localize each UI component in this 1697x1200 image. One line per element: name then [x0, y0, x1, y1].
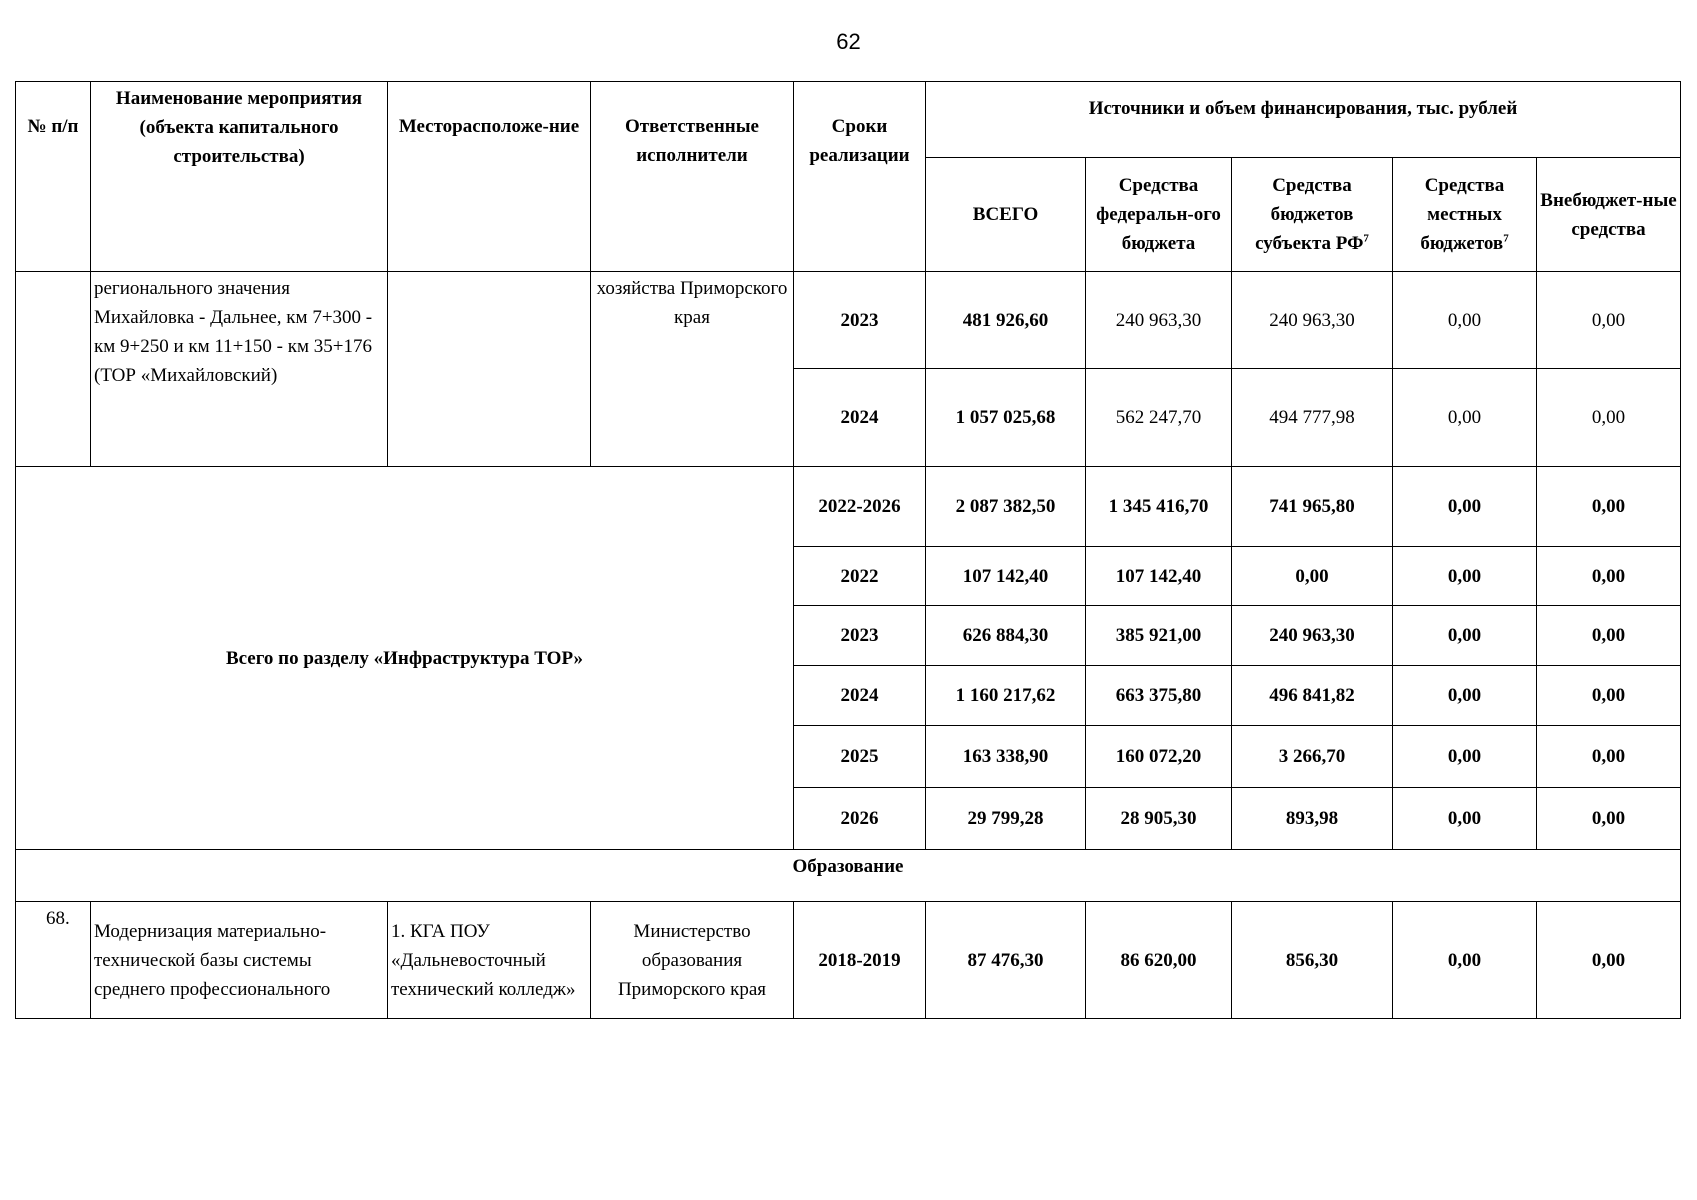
local-cell: 0,00	[1393, 788, 1537, 850]
total-cell: 107 142,40	[926, 547, 1086, 606]
header-location: Месторасположе-ние	[388, 82, 591, 272]
subject-cell: 240 963,30	[1232, 606, 1393, 666]
total-cell: 2 087 382,50	[926, 467, 1086, 547]
federal-cell: 562 247,70	[1086, 369, 1232, 467]
row-executors: Министерство образования Приморского края	[591, 902, 794, 1019]
subject-cell: 741 965,80	[1232, 467, 1393, 547]
header-executors: Ответственные исполнители	[591, 82, 794, 272]
header-funding-group: Источники и объем финансирования, тыс. рублей	[926, 82, 1681, 158]
year-cell: 2022	[794, 547, 926, 606]
header-subject	[1232, 158, 1393, 272]
federal-cell: 1 345 416,70	[1086, 467, 1232, 547]
header-num: № п/п	[16, 82, 91, 272]
section-total-label: Всего по разделу «Инфраструктура ТОР»	[16, 467, 794, 850]
extra-cell: 0,00	[1537, 369, 1681, 467]
extra-cell: 0,00	[1537, 666, 1681, 726]
header-subject-text: Средства бюджетов субъекта РФ	[1255, 175, 1364, 254]
header-federal: Средства федеральн-ого бюджета	[1086, 158, 1232, 272]
total-cell: 87 476,30	[926, 902, 1086, 1019]
header-local	[1393, 158, 1537, 272]
federal-cell: 107 142,40	[1086, 547, 1232, 606]
header-name: Наименование мероприятия (объекта капитального строительства)	[91, 82, 388, 272]
year-cell: 2023	[794, 272, 926, 369]
year-cell: 2022-2026	[794, 467, 926, 547]
extra-cell: 0,00	[1537, 547, 1681, 606]
row-name: Модернизация материально-технической базы системы среднего профессионального	[91, 902, 388, 1019]
local-cell: 0,00	[1393, 547, 1537, 606]
continuation-location	[388, 272, 591, 467]
year-cell: 2026	[794, 788, 926, 850]
federal-cell: 160 072,20	[1086, 726, 1232, 788]
year-cell: 2018-2019	[794, 902, 926, 1019]
local-cell: 0,00	[1393, 606, 1537, 666]
total-cell: 481 926,60	[926, 272, 1086, 369]
total-cell: 1 057 025,68	[926, 369, 1086, 467]
continuation-num	[16, 272, 91, 467]
total-cell: 626 884,30	[926, 606, 1086, 666]
row-num: 68.	[16, 902, 91, 1019]
continuation-executors: хозяйства Приморского края	[591, 272, 794, 467]
header-local-text: Средства местных бюджетов	[1420, 175, 1505, 254]
header-extra: Внебюджет-ные средства	[1537, 158, 1681, 272]
year-cell: 2025	[794, 726, 926, 788]
header-terms: Сроки реализации	[794, 82, 926, 272]
federal-cell: 240 963,30	[1086, 272, 1232, 369]
local-cell: 0,00	[1393, 726, 1537, 788]
continuation-name: регионального значения Михайловка - Дальнее, км 7+300 - км 9+250 и км 11+150 - км 35+176 (ТОР «Михайловский)	[91, 272, 388, 467]
header-total: ВСЕГО	[926, 158, 1086, 272]
federal-cell: 86 620,00	[1086, 902, 1232, 1019]
header-subject-footnote: 7	[1363, 232, 1369, 245]
local-cell: 0,00	[1393, 902, 1537, 1019]
subject-cell: 3 266,70	[1232, 726, 1393, 788]
financing-table	[15, 81, 1681, 1019]
extra-cell: 0,00	[1537, 467, 1681, 547]
extra-cell: 0,00	[1537, 606, 1681, 666]
subject-cell: 856,30	[1232, 902, 1393, 1019]
subject-cell: 0,00	[1232, 547, 1393, 606]
year-cell: 2024	[794, 666, 926, 726]
subject-cell: 496 841,82	[1232, 666, 1393, 726]
total-cell: 29 799,28	[926, 788, 1086, 850]
total-cell: 163 338,90	[926, 726, 1086, 788]
local-cell: 0,00	[1393, 467, 1537, 547]
federal-cell: 28 905,30	[1086, 788, 1232, 850]
header-local-footnote: 7	[1503, 232, 1509, 245]
subject-cell: 240 963,30	[1232, 272, 1393, 369]
local-cell: 0,00	[1393, 369, 1537, 467]
subject-cell: 893,98	[1232, 788, 1393, 850]
federal-cell: 663 375,80	[1086, 666, 1232, 726]
extra-cell: 0,00	[1537, 788, 1681, 850]
page-number: 62	[836, 29, 861, 54]
total-cell: 1 160 217,62	[926, 666, 1086, 726]
federal-cell: 385 921,00	[1086, 606, 1232, 666]
continuation-row	[16, 272, 1681, 369]
row-location: 1. КГА ПОУ «Дальневосточный технический колледж»	[388, 902, 591, 1019]
year-cell: 2023	[794, 606, 926, 666]
education-section-title: Образование	[16, 850, 1681, 902]
extra-cell: 0,00	[1537, 726, 1681, 788]
extra-cell: 0,00	[1537, 272, 1681, 369]
year-cell: 2024	[794, 369, 926, 467]
section-total-row	[16, 467, 1681, 547]
header-row-1	[16, 82, 1681, 158]
education-section-row	[16, 850, 1681, 902]
table-row	[16, 902, 1681, 1019]
local-cell: 0,00	[1393, 272, 1537, 369]
subject-cell: 494 777,98	[1232, 369, 1393, 467]
extra-cell: 0,00	[1537, 902, 1681, 1019]
local-cell: 0,00	[1393, 666, 1537, 726]
